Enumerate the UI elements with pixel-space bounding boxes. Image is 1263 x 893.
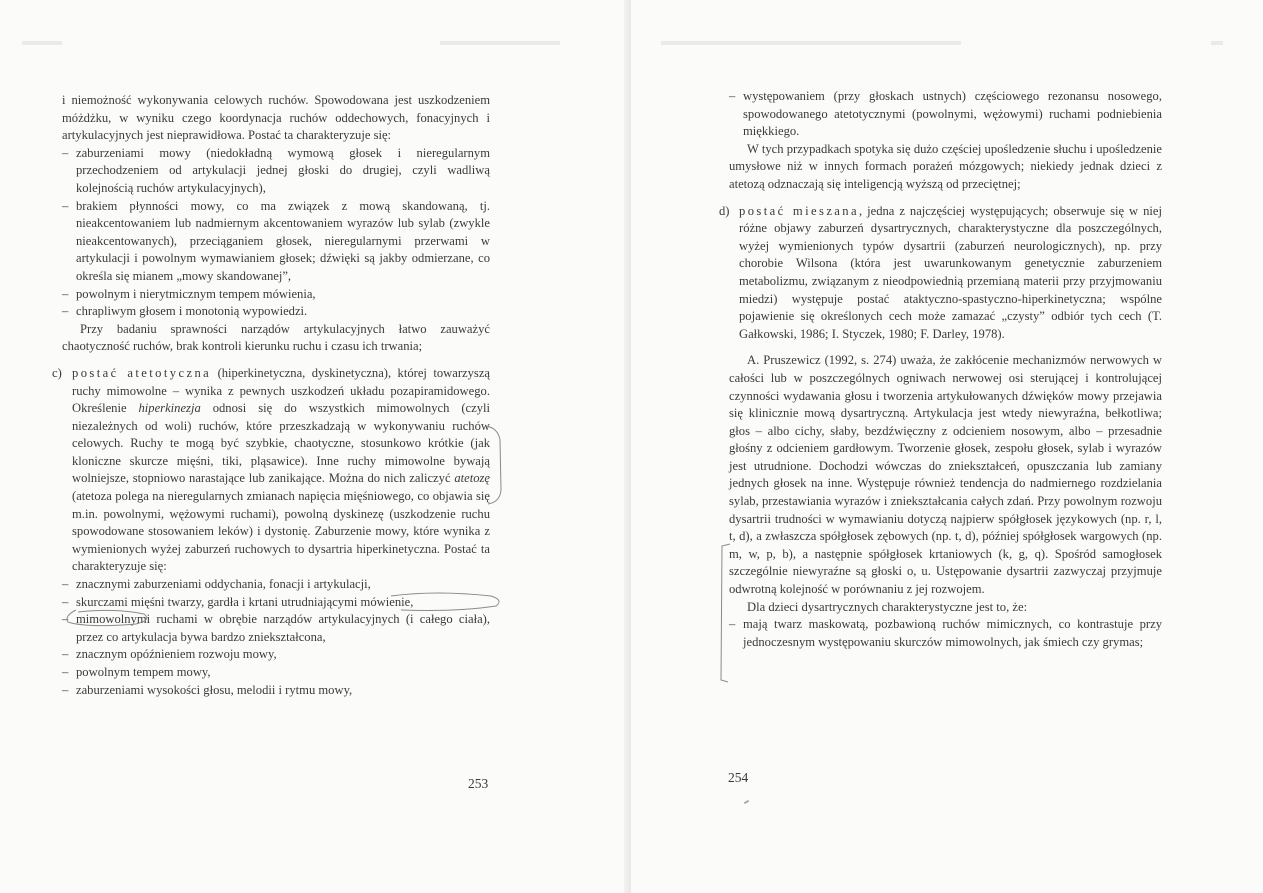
left-page (0, 0, 631, 893)
symptom-list-ataxic (62, 145, 490, 321)
list-item: – znacznym opóźnieniem rozwoju mowy, (76, 646, 490, 664)
list-item: – mają twarz maskowatą, pozbawioną ruchów mimicznych, co kontrastuje przy jednoczesnym występowaniu skurczów mimowolnych, jak śmiech czy grymas; (743, 616, 1162, 651)
list-item: – brakiem płynności mowy, co ma związek z mową skandowaną, tj. nieakcentowaniem lub nadmiernym akcentowaniem wyrazów lub sylab (zwykle nieakcentowanych), przeciąganiem głosek, nieregularnymi przerwami w artykulacji i powolnym wymawianiem głosek; dźwięki są jakby odmierzane, co określa się mianem „mowy skandowanej”, (76, 198, 490, 286)
list-item: – mimowolnymi ruchami w obrębie narządów artykulacyjnych (i całego ciała), przez co artykulacja bywa bardzo zniekształcona, (76, 611, 490, 646)
section-letter: c) (52, 365, 62, 380)
list-item: – skurczami mięśni twarzy, gardła i krtani utrudniającymi mówienie, (76, 594, 490, 612)
section-c (52, 365, 490, 576)
left-page-body (52, 92, 490, 699)
header-ghost (22, 41, 62, 45)
section-d (719, 203, 1162, 344)
section-text: odnosi się do wszystkich mimowolnych (czyli niezależnych od woli) ruchów, które przeszkadzają w wykonywaniu ruchów celowych. Ruchy te mogą być szybkie, chaotyczne, stosunkowo krótkie (jak kloniczne skurcze mięśni, tiki, pląsawice). Inne ruchy mimowolne bywają wolniejsze, stopniowo narastające lub zanikające. Można do nich zaliczyć (72, 401, 490, 486)
section-text: (atetoza polega na nieregularnych zmianach napięcia mięśniowego, co objawia się m.in. powolnymi, wężowymi ruchami), powolną dyskinezę (uszkodzenie ruchu spowodowane stosowaniem leków) i dystonię. Zaburzenie mowy, które wynika z wymienionych wyżej zaburzeń ruchowych to dysartria hiperkinetyczna. Postać ta charakteryzuje się: (72, 489, 490, 574)
header-ghost (1211, 41, 1223, 45)
list-item: – występowaniem (przy głoskach ustnych) częściowego rezonansu nosowego, spowodowanego atetotycznymi (powolnymi, wężowymi) ruchami podniebienia miękkiego. (743, 88, 1162, 141)
section-text: , jedna z najczęściej występujących; obserwuje się w niej różne objawy zaburzeń dysartrycznych, charakterystyczne dla poszczególnych, wyżej wymienionych typów dysartrii (zaburzeń neurologicznych), np. przy chorobie Wilsona (która jest uwarunkowanym genetycznie zaburzeniem metabolizmu, związanym z nieodpowiednią przemianą materii przy przyjmowaniu miedzi) występuje postać ataktyczno-spastyczno-hiperkinetyczna; wspólne pojawienie się określonych cech może zamazać „czysty” odbiór tych cech (T. Gałkowski, 1986; I. Styczek, 1980; F. Darley, 1978). (739, 203, 1162, 341)
symptom-list-continued (729, 88, 1162, 141)
section-letter: d) (719, 203, 730, 218)
list-item: – chrapliwym głosem i monotonią wypowiedzi. (76, 303, 490, 321)
header-ghost (440, 41, 560, 45)
paragraph: W tych przypadkach spotyka się dużo częściej upośledzenie słuchu i upośledzenie umysłowe niż w innych formach porażeń mózgowych; niekiedy jednak dzieci z atetozą odznaczają się inteligencją wyższą od przeciętnej; (729, 141, 1162, 191)
section-term: postać atetotyczna (72, 365, 212, 380)
characteristics-list (729, 616, 1162, 651)
emphasis-term: hiperkinezja (138, 401, 201, 416)
section-term: postać mieszana (739, 203, 859, 218)
header-ghost (661, 41, 961, 45)
list-item: – powolnym i nierytmicznym tempem mówienia, (76, 286, 490, 304)
right-page-body (719, 88, 1162, 651)
section-text: (hiperkinetyczna, dyskinetyczna), której towarzyszą ruchy mimowolne – wynika z pewnych uszkodzeń układu pozapiramidowego. Określenie (72, 365, 490, 416)
list-item: – zaburzeniami mowy (niedokładną wymową głosek i nieregularnym przechodzeniem od artykulacji jednej głoski do drugiej, czyli wadliwą kolejnością ruchów artykulacyjnych), (76, 145, 490, 198)
list-item: – znacznymi zaburzeniami oddychania, fonacji i artykulacji, (76, 576, 490, 594)
list-item: – powolnym tempem mowy, (76, 664, 490, 682)
paragraph: Przy badaniu sprawności narządów artykulacyjnych łatwo zauważyć chaotyczność ruchów, brak kontroli kierunku ruchu i czasu ich trwania; (62, 321, 490, 354)
page-number: 254 (728, 770, 749, 785)
list-item: – zaburzeniami wysokości głosu, melodii i rytmu mowy, (76, 682, 490, 700)
page-number: 253 (468, 776, 489, 791)
intro-paragraph: i niemożność wykonywania celowych ruchów. Spowodowana jest uszkodzeniem móżdżku, w wyniku czego koordynacja ruchów oddechowych, fonacyjnych i artykulacyjnych jest nieprawidłowa. Postać ta charakteryzuje się: (62, 93, 490, 143)
symptom-list-hyperkinetic (62, 576, 490, 699)
paragraph: Dla dzieci dysartrycznych charakterystyczne jest to, że: (747, 599, 1028, 614)
paragraph: A. Pruszewicz (1992, s. 274) uważa, że zakłócenie mechanizmów nerwowych w całości lub w poszczególnych ogniwach nerwowej osi sterującej i kontrolującej czynności wydawania głosu i tworzenia artykułowanych dźwięków mowy przejawia się klinicznie mową dysartryczną. Artykulacja jest wtedy niewyraźna, bełkotliwa; głos – albo cichy, słaby, bezdźwięczny z odcieniem nosowym, albo – przesadnie głośny z odcieniem gardłowym. Tworzenie głosek, zespołu głosek, sylab i wyrazów jest utrudnione. Dochodzi wówczas do zniekształceń, opuszczania lub zamiany jednych głosek na inne. Występuje również tendencja do nadmiernego rozdzielania sylab, przestawiania wyrazów i zniekształcania całych zdań. Przy powolnym rozwoju dysartrii trudności w wymawianiu dotyczą najpierw spółgłosek językowych (np. r, l, t, d), a zwłaszcza spółgłosek zębowych (np. t, d), później spółgłosek wargowych (np. m, w, p, b), a następnie spółgłosek krtaniowych (k, g, q). Spośród samogłosek szczególnie niewyraźne są głoski o, u. Ustępowanie dysartrii zazwyczaj przyjmuje odwrotną kolejność w porównaniu z jej rozwojem. (729, 353, 1162, 597)
emphasis-term: atetozę (454, 471, 490, 486)
